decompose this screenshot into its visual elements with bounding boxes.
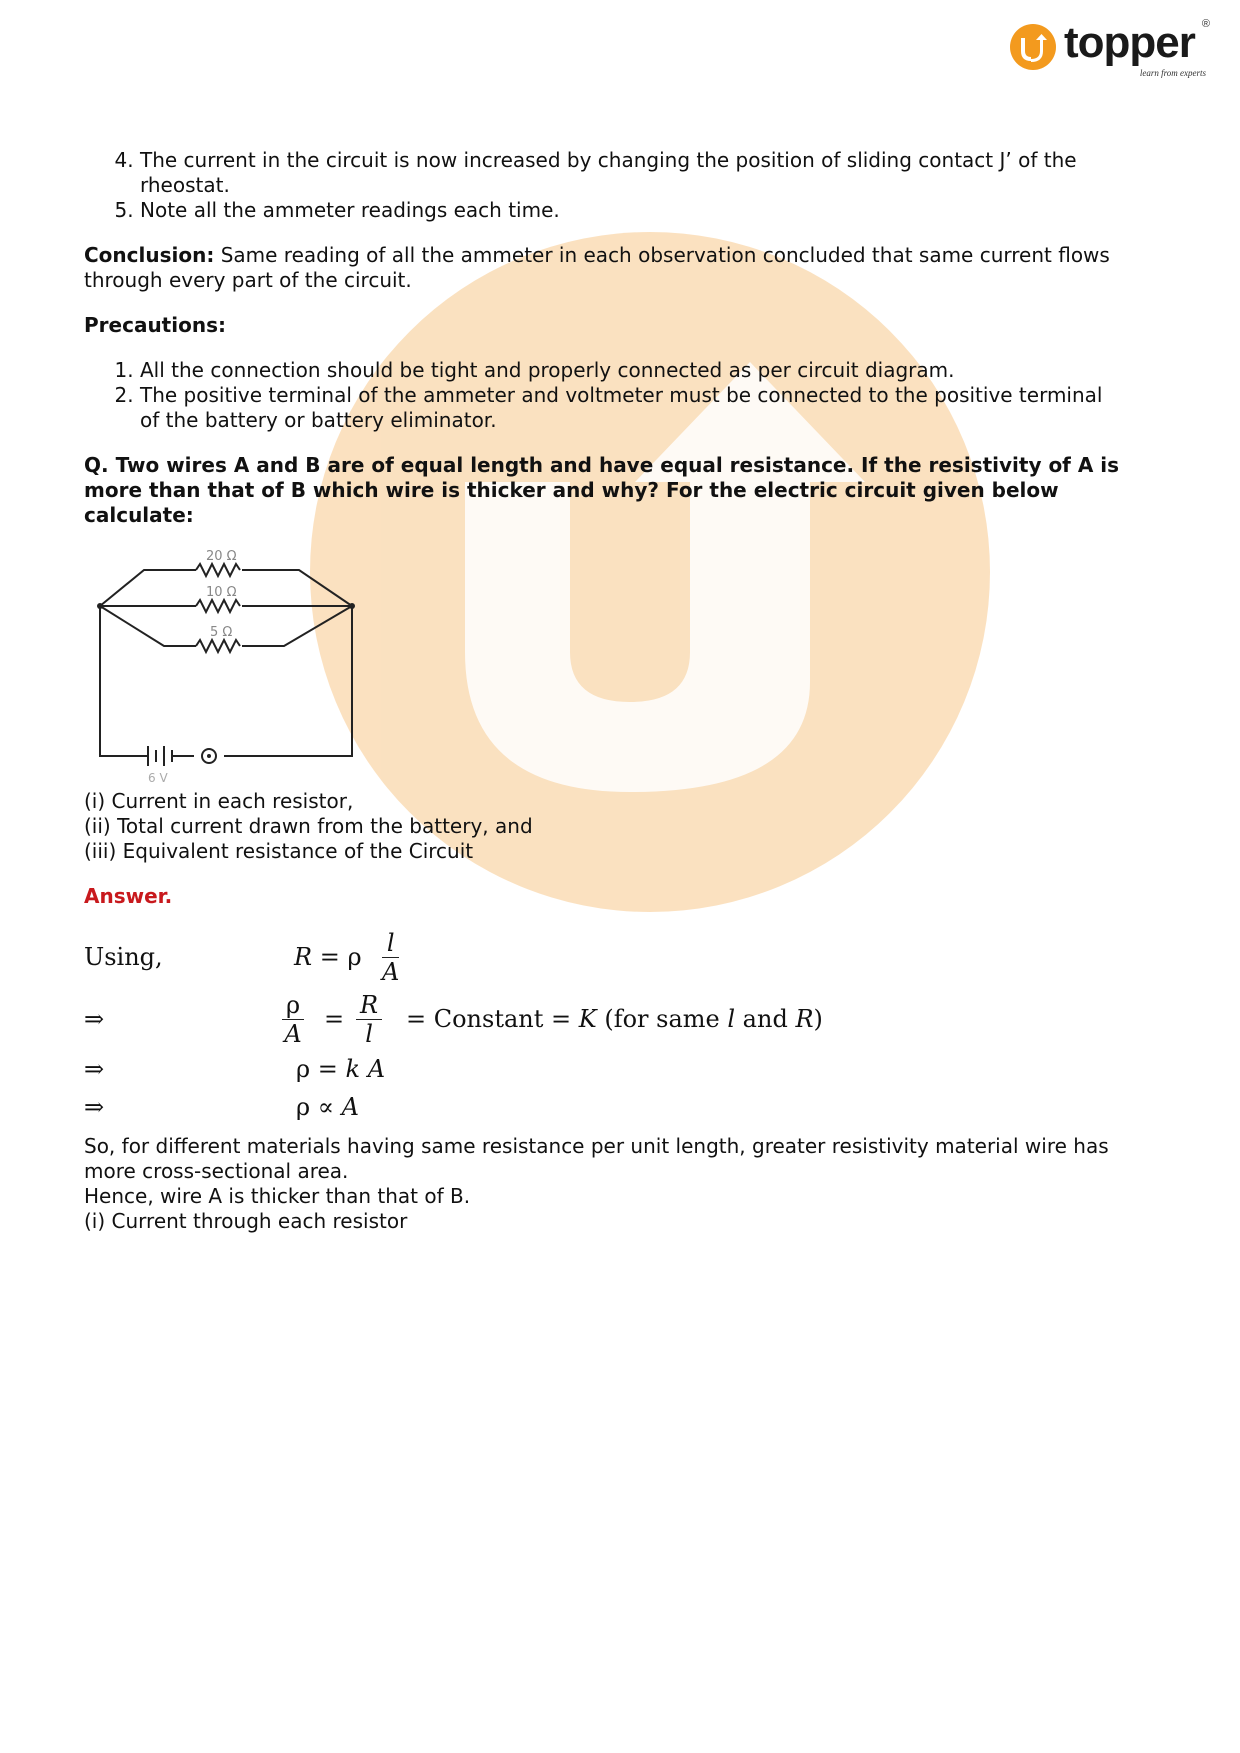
- implies-arrow-icon: ⇒: [84, 1055, 105, 1083]
- answer-derivation: [84, 919, 1124, 1134]
- implies-arrow-icon: ⇒: [84, 1005, 105, 1033]
- label-10-ohm: 10 Ω: [206, 585, 237, 600]
- answer-line: So, for different materials having same resistance per unit length, greater resistivity material wire has more cross-sectional area.: [84, 1134, 1109, 1183]
- conclusion-label: Conclusion:: [84, 243, 215, 267]
- wire-bot-left: [100, 606, 196, 646]
- question-part: (iii) Equivalent resistance of the Circuit: [84, 839, 474, 863]
- resistor-10-icon: [196, 600, 240, 612]
- logo-tagline: learn from experts: [1139, 68, 1206, 78]
- step-item: 5. Note all the ammeter readings each time.: [140, 198, 1124, 223]
- precautions-list: [84, 358, 1124, 433]
- precaution-item: 2. The positive terminal of the ammeter and voltmeter must be connected to the positive terminal of the battery or battery eliminator.: [140, 383, 1124, 433]
- label-20-ohm: 20 Ω: [206, 549, 237, 564]
- math-row-constant: ⇒ $\frac{\rho}{A}$ = $\frac{R}{l}$ = Constant = K (for same l and R): [84, 991, 823, 1048]
- logo-u-icon: [1010, 24, 1056, 70]
- answer-line: (i) Current through each resistor: [84, 1209, 408, 1233]
- page-content: [84, 148, 1124, 1234]
- precautions-heading: Precautions:: [84, 313, 226, 337]
- resistor-5-icon: [196, 640, 240, 652]
- circuit-diagram: [84, 534, 384, 789]
- brand-logo: [1010, 18, 1210, 88]
- question-part: (i) Current in each resistor,: [84, 789, 354, 813]
- registered-mark: ®: [1201, 18, 1210, 30]
- conclusion-paragraph: [84, 243, 1124, 293]
- answer-label: Answer.: [84, 884, 173, 908]
- logo-wordmark: topper: [1064, 18, 1195, 67]
- resistor-20-icon: [196, 564, 240, 576]
- wire-top-right: [242, 570, 352, 606]
- label-battery-voltage: 6 V: [148, 771, 168, 785]
- using-label: Using,: [84, 943, 163, 971]
- label-5-ohm: 5 Ω: [210, 625, 233, 640]
- wire-bot-right: [242, 606, 352, 646]
- precaution-item: 1. All the connection should be tight and properly connected as per circuit diagram.: [140, 358, 1124, 383]
- question-part: (ii) Total current drawn from the battery, and: [84, 814, 533, 838]
- answer-line: Hence, wire A is thicker than that of B.: [84, 1184, 471, 1208]
- battery-icon: [144, 746, 194, 766]
- procedure-steps: [84, 148, 1124, 223]
- conclusion-text: Same reading of all the ammeter in each observation concluded that same current flows through every part of the circuit.: [84, 243, 1110, 292]
- wire-top-left: [100, 570, 196, 606]
- step-item: 4. The current in the circuit is now increased by changing the position of sliding contact J’ of the rheostat.: [140, 148, 1124, 198]
- math-row-using: Using, R = ρ $\frac{l}{A}$: [84, 929, 400, 986]
- math-row-rho-ka: ⇒ ρ = k A: [84, 1055, 386, 1083]
- question-text: Q. Two wires A and B are of equal length and have equal resistance. If the resistivity of A is more than that of B which wire is thicker and why? For the electric circuit given below calculate:: [84, 453, 1120, 527]
- math-row-proportional: ⇒ ρ ∝ A: [84, 1093, 359, 1121]
- wire-right: [224, 606, 352, 756]
- implies-arrow-icon: ⇒: [84, 1093, 105, 1121]
- fraction-l-over-a: $\frac{l}{A}$: [382, 929, 400, 986]
